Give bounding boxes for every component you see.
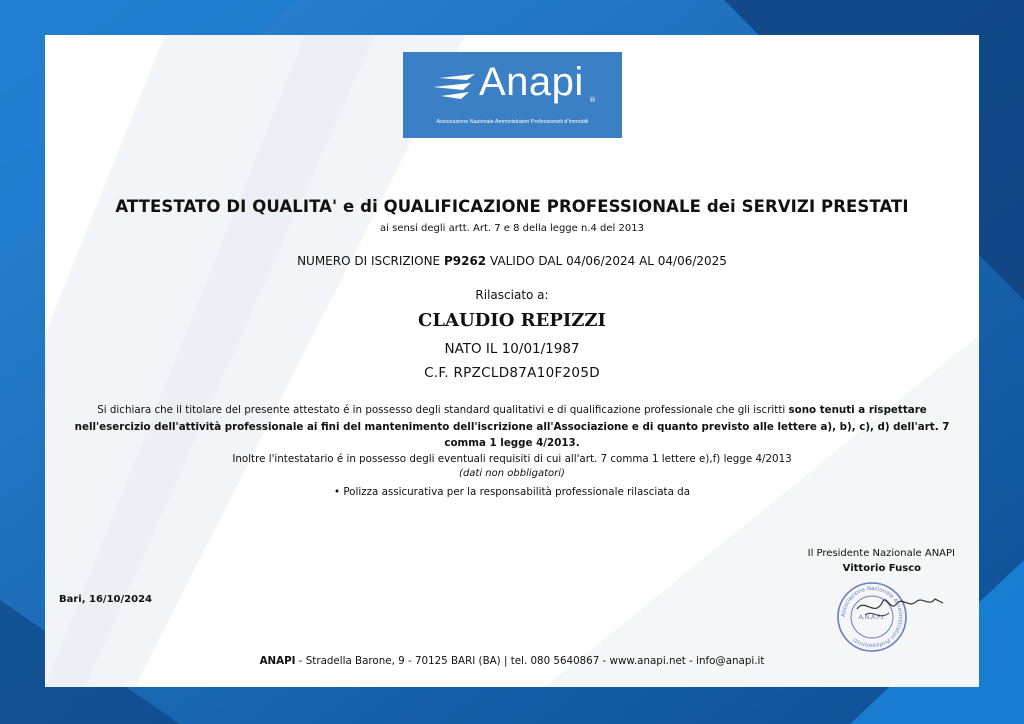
anapi-swoosh-icon <box>431 72 479 102</box>
insurance-bullet: • Polizza assicurativa per la responsabilità professionale rilasciata da <box>333 486 691 498</box>
president-name: Vittorio Fusco <box>842 563 921 574</box>
stamp-ring-text: Associazione Nazionale Amministratori Professionisti <box>840 585 904 649</box>
official-stamp-with-signature <box>835 579 955 654</box>
declaration-normal: Si dichiara che il titolare del presente attestato é in possesso degli standard qualitativi e di qualificazione professionale che gli iscritti <box>97 404 789 416</box>
footer-details: - Stradella Barone, 9 - 70125 BARI (BA) | tel. 080 5640867 - www.anapi.net - info@anapi.it <box>295 655 765 667</box>
stamp-center-text: A.N.A.P.I. <box>858 614 886 621</box>
logo-registered-mark: ® <box>589 96 596 104</box>
logo-subtitle: Associazione Nazionale Amministratori Professionisti d'Immobili <box>436 119 589 125</box>
tax-code: C.F. RPZCLD87A10F205D <box>424 365 600 381</box>
extra-requirements: Inoltre l'intestatario é in possesso degli eventuali requisiti di cui all'art. 7 comma 1 lettere e),f) legge 4/2013 <box>232 453 792 465</box>
place-and-date: Bari, 16/10/2024 <box>59 594 152 605</box>
president-role: Il Presidente Nazionale ANAPI <box>807 548 955 559</box>
declaration-text <box>59 402 965 452</box>
registration-validity: VALIDO DAL 04/06/2024 AL 04/06/2025 <box>486 254 727 268</box>
certificate-paper <box>45 35 979 687</box>
registration-prefix: NUMERO DI ISCRIZIONE <box>297 254 444 268</box>
logo-wordmark: Anapi <box>479 60 584 104</box>
issued-to-label: Rilasciato a: <box>475 288 549 302</box>
registration-number: P9262 <box>443 254 487 268</box>
footer-contact <box>45 655 979 667</box>
footer-brand: ANAPI <box>259 655 296 667</box>
registration-line <box>45 254 979 268</box>
optional-note: (dati non obbligatori) <box>459 468 565 479</box>
certificate-title: ATTESTATO DI QUALITA' e di QUALIFICAZIONE PROFESSIONALE dei SERVIZI PRESTATI <box>115 197 909 216</box>
declaration-bold: sono tenuti a rispettare nell'esercizio dell'attività professionale ai fini del mantenimento dell'iscrizione all'Associazione e di quanto previsto alle lettere a), b), c), d) dell'art. 7 comma 1 legge 4/2013. <box>74 404 950 449</box>
anapi-logo <box>403 52 622 138</box>
legal-reference: ai sensi degli artt. Art. 7 e 8 della legge n.4 del 2013 <box>380 223 644 234</box>
holder-name: CLAUDIO REPIZZI <box>418 310 606 331</box>
birth-date: NATO IL 10/01/1987 <box>444 341 580 357</box>
